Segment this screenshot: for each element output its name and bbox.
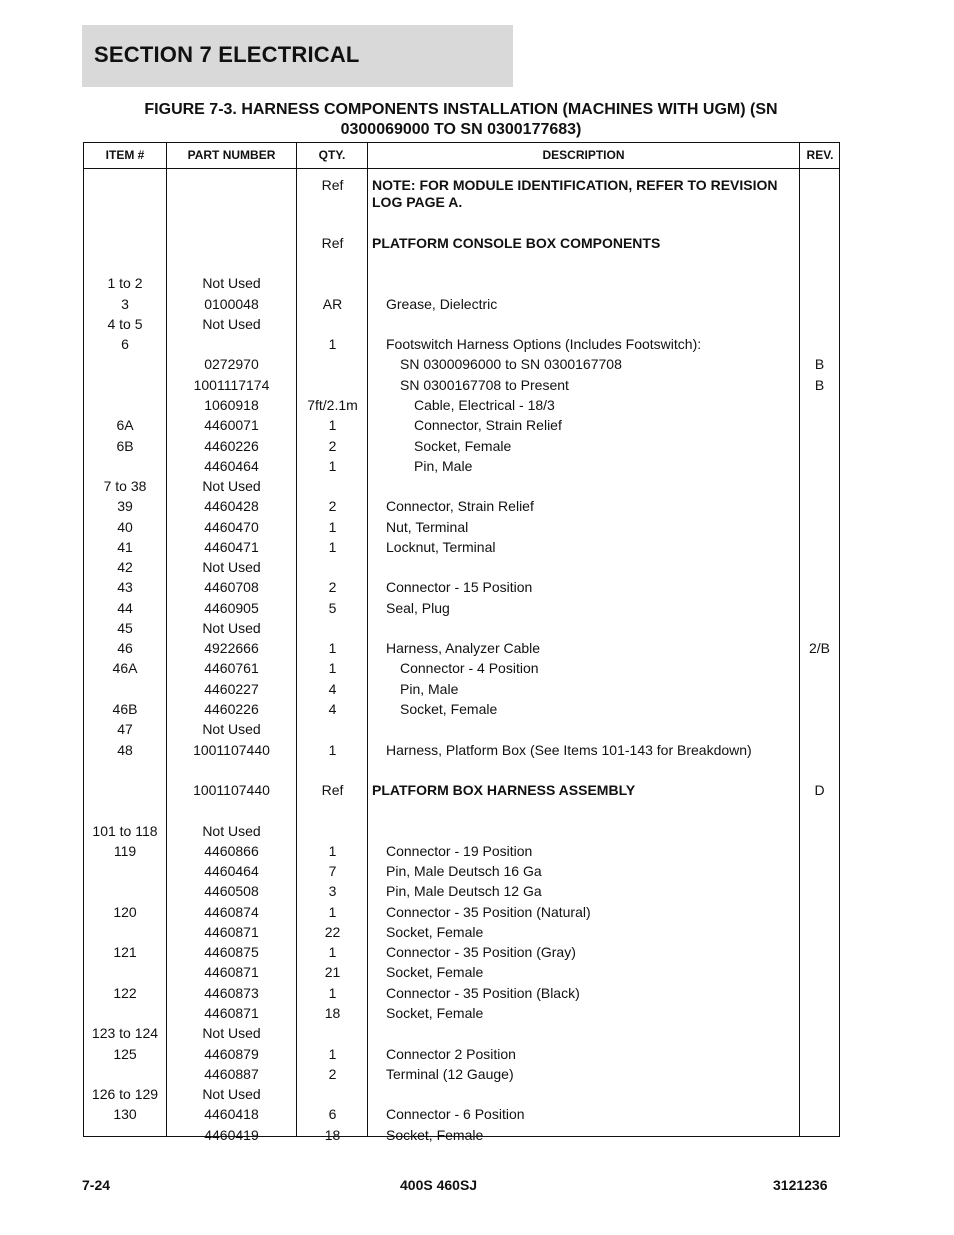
part-number-cell: Not Used: [202, 1025, 261, 1041]
table-row: [84, 1025, 841, 1045]
part-number-cell: Not Used: [202, 478, 261, 494]
part-number-cell: 4460418: [204, 1106, 259, 1122]
description-cell: Seal, Plug: [386, 600, 450, 616]
part-number-cell: 4460071: [204, 417, 259, 433]
description-cell: Cable, Electrical - 18/3: [414, 397, 555, 413]
quantity-cell: 2: [328, 498, 337, 514]
part-number-cell: 4460875: [204, 944, 259, 960]
table-row: [84, 559, 841, 579]
table-row: [84, 1086, 841, 1106]
item-number-cell: 125: [113, 1046, 137, 1062]
description-cell: Connector - 35 Position (Gray): [386, 944, 576, 960]
item-number-cell: 41: [117, 539, 133, 555]
part-number-cell: 4460761: [204, 660, 259, 676]
section-banner: [82, 25, 513, 87]
part-number-cell: 1060918: [204, 397, 259, 413]
quantity-cell: AR: [322, 296, 343, 312]
quantity-cell: 1: [328, 742, 337, 758]
part-number-cell: 4922666: [204, 640, 259, 656]
quantity-cell: 1: [328, 539, 337, 555]
table-row: [84, 539, 841, 559]
description-cell: Pin, Male: [400, 681, 459, 697]
table-row: [84, 1066, 841, 1086]
figure-title-line-2: 0300069000 TO SN 0300177683): [340, 121, 582, 138]
table-row: [84, 1127, 841, 1147]
quantity-cell: 1: [328, 843, 337, 859]
quantity-cell: 18: [324, 1127, 341, 1143]
description-cell: Socket, Female: [400, 701, 498, 717]
part-number-cell: 4460887: [204, 1066, 259, 1082]
table-row: [84, 177, 841, 210]
description-cell: PLATFORM CONSOLE BOX COMPONENTS: [372, 235, 661, 251]
quantity-cell: 5: [328, 600, 337, 616]
table-row: [84, 478, 841, 498]
quantity-cell: 1: [328, 417, 337, 433]
description-cell: Terminal (12 Gauge): [386, 1066, 514, 1082]
table-row: [84, 397, 841, 417]
part-number-cell: Not Used: [202, 559, 261, 575]
table-row: [84, 701, 841, 721]
table-row: [84, 721, 841, 741]
item-number-cell: 6B: [116, 438, 134, 454]
description-cell: Connector - 4 Position: [400, 660, 539, 676]
quantity-cell: 18: [324, 1005, 341, 1021]
item-number-cell: 6: [121, 336, 129, 352]
table-row: [84, 519, 841, 539]
footer-model: 400S 460SJ: [400, 1177, 478, 1193]
part-number-cell: Not Used: [202, 316, 261, 332]
quantity-cell: Ref: [321, 782, 344, 798]
table-row: [84, 843, 841, 863]
description-cell: Connector 2 Position: [386, 1046, 516, 1062]
revision-cell: D: [814, 782, 825, 798]
description-cell: Nut, Terminal: [386, 519, 469, 535]
quantity-cell: 1: [328, 985, 337, 1001]
table-row: [84, 944, 841, 964]
quantity-cell: 1: [328, 640, 337, 656]
description-cell: Harness, Platform Box (See Items 101-143 for Breakdown): [386, 742, 752, 758]
quantity-cell: 1: [328, 1046, 337, 1062]
header-description: DESCRIPTION: [542, 148, 625, 162]
table-row: [84, 579, 841, 599]
quantity-cell: 1: [328, 519, 337, 535]
table-row: [84, 296, 841, 316]
table-row: [84, 640, 841, 660]
table-row: [84, 275, 841, 295]
table-row: [84, 1005, 841, 1025]
quantity-cell: 1: [328, 904, 337, 920]
description-cell: Connector - 6 Position: [386, 1106, 525, 1122]
table-row: [84, 377, 841, 397]
table-row: [84, 600, 841, 620]
table-row: [84, 417, 841, 437]
part-number-cell: 4460905: [204, 600, 259, 616]
footer-page-number: 7-24: [82, 1177, 111, 1193]
part-number-cell: 4460419: [204, 1127, 259, 1143]
part-number-cell: 1001107440: [193, 742, 270, 758]
parts-table: [83, 142, 840, 1143]
item-number-cell: 123 to 124: [91, 1025, 159, 1041]
quantity-cell: 4: [328, 681, 337, 697]
part-number-cell: 4460871: [204, 1005, 259, 1021]
part-number-cell: 4460226: [204, 701, 259, 717]
item-number-cell: 39: [117, 498, 133, 514]
part-number-cell: 4460871: [204, 924, 259, 940]
description-cell: SN 0300096000 to SN 0300167708: [400, 356, 622, 372]
table-row: [84, 964, 841, 984]
quantity-cell: 1: [328, 458, 337, 474]
description-cell: Pin, Male: [414, 458, 473, 474]
table-row: [84, 1046, 841, 1066]
item-number-cell: 6A: [116, 417, 134, 433]
item-number-cell: 46B: [112, 701, 138, 717]
part-number-cell: 4460471: [204, 539, 259, 555]
table-row: [84, 883, 841, 903]
part-number-cell: 4460866: [204, 843, 259, 859]
description-cell: SN 0300167708 to Present: [400, 377, 569, 393]
quantity-cell: 2: [328, 1066, 337, 1082]
part-number-cell: 4460464: [204, 863, 259, 879]
item-number-cell: 3: [121, 296, 129, 312]
item-number-cell: 47: [117, 721, 133, 737]
item-number-cell: 121: [113, 944, 137, 960]
item-number-cell: 40: [117, 519, 133, 535]
part-number-cell: 1001107440: [193, 782, 270, 798]
description-cell: PLATFORM BOX HARNESS ASSEMBLY: [372, 782, 636, 798]
table-row: [84, 660, 841, 680]
quantity-cell: 3: [328, 883, 337, 899]
quantity-cell: 6: [328, 1106, 337, 1122]
part-number-cell: Not Used: [202, 275, 261, 291]
table-row: [84, 498, 841, 518]
part-number-cell: 0272970: [204, 356, 259, 372]
quantity-cell: Ref: [321, 235, 344, 251]
quantity-cell: 7ft/2.1m: [307, 397, 358, 413]
table-row: [84, 336, 841, 356]
item-number-cell: 130: [113, 1106, 137, 1122]
table-row: [84, 356, 841, 376]
description-cell: Pin, Male Deutsch 12 Ga: [386, 883, 542, 899]
table-row: [84, 863, 841, 883]
table-row: [84, 904, 841, 924]
header-qty: QTY.: [318, 148, 346, 162]
description-cell: Connector - 35 Position (Natural): [386, 904, 591, 920]
description-cell: Grease, Dielectric: [386, 296, 498, 312]
part-number-cell: Not Used: [202, 1086, 261, 1102]
description-cell: Connector, Strain Relief: [414, 417, 562, 433]
table-row: [84, 985, 841, 1005]
table-row: [84, 742, 841, 762]
revision-cell: B: [814, 377, 825, 393]
description-cell: Socket, Female: [386, 964, 484, 980]
quantity-cell: 7: [328, 863, 337, 879]
part-number-cell: 4460879: [204, 1046, 259, 1062]
table-row: [84, 681, 841, 701]
part-number-cell: 4460464: [204, 458, 259, 474]
part-number-cell: 4460428: [204, 498, 259, 514]
table-row: [84, 235, 841, 255]
revision-cell: 2/B: [808, 640, 830, 656]
part-number-cell: Not Used: [202, 721, 261, 737]
description-cell: Connector - 15 Position: [386, 579, 533, 595]
table-row: [84, 316, 841, 336]
section-title: SECTION 7 ELECTRICAL: [94, 42, 360, 67]
table-row: [84, 823, 841, 843]
item-number-cell: 120: [113, 904, 137, 920]
part-number-cell: 4460873: [204, 985, 259, 1001]
figure-title-line-1: FIGURE 7-3. HARNESS COMPONENTS INSTALLATION (MACHINES WITH UGM) (SN: [144, 101, 778, 118]
revision-cell: B: [814, 356, 825, 372]
header-rev: REV.: [806, 148, 834, 162]
footer-doc-number: 3121236: [773, 1177, 828, 1193]
quantity-cell: 4: [328, 701, 337, 717]
item-number-cell: 101 to 118: [92, 823, 158, 839]
header-part-number: PART NUMBER: [187, 148, 276, 162]
item-number-cell: 119: [113, 843, 137, 859]
table-row: [84, 620, 841, 640]
item-number-cell: 126 to 129: [91, 1086, 159, 1102]
item-number-cell: 1 to 2: [107, 275, 143, 291]
quantity-cell: 21: [324, 964, 341, 980]
part-number-cell: 0100048: [204, 296, 259, 312]
figure-title: [82, 100, 840, 140]
description-cell: Connector - 19 Position: [386, 843, 533, 859]
part-number-cell: 4460470: [204, 519, 259, 535]
part-number-cell: Not Used: [202, 620, 261, 636]
table-row: [84, 1106, 841, 1126]
quantity-cell: 22: [324, 924, 341, 940]
item-number-cell: 4 to 5: [107, 316, 143, 332]
header-divider: [84, 168, 839, 169]
item-number-cell: 44: [117, 600, 133, 616]
description-cell: Connector, Strain Relief: [386, 498, 534, 514]
description-cell: Socket, Female: [386, 1127, 484, 1143]
part-number-cell: 1001117174: [193, 377, 270, 393]
quantity-cell: 2: [328, 579, 337, 595]
quantity-cell: 1: [328, 660, 337, 676]
description-cell: Pin, Male Deutsch 16 Ga: [386, 863, 542, 879]
quantity-cell: 1: [328, 944, 337, 960]
description-cell: Harness, Analyzer Cable: [386, 640, 541, 656]
table-row: [84, 438, 841, 458]
part-number-cell: 4460708: [204, 579, 259, 595]
part-number-cell: Not Used: [202, 823, 261, 839]
description-cell: Socket, Female: [386, 924, 484, 940]
item-number-cell: 43: [117, 579, 133, 595]
description-cell: Socket, Female: [386, 1005, 484, 1021]
description-cell: Socket, Female: [414, 438, 512, 454]
item-number-cell: 46A: [112, 660, 138, 676]
table-row: [84, 782, 841, 802]
item-number-cell: 48: [117, 742, 133, 758]
header-item: ITEM #: [105, 148, 145, 162]
quantity-cell: Ref: [321, 177, 344, 193]
table-row: [84, 924, 841, 944]
quantity-cell: 2: [328, 438, 337, 454]
part-number-cell: 4460227: [204, 681, 259, 697]
description-cell: Footswitch Harness Options (Includes Footswitch):: [386, 336, 702, 352]
description-cell: Connector - 35 Position (Black): [386, 985, 580, 1001]
table-row: [84, 458, 841, 478]
description-cell: NOTE: FOR MODULE IDENTIFICATION, REFER TO REVISION LOG PAGE A.: [372, 177, 778, 210]
item-number-cell: 7 to 38: [103, 478, 147, 494]
item-number-cell: 45: [117, 620, 133, 636]
item-number-cell: 42: [117, 559, 133, 575]
item-number-cell: 122: [113, 985, 137, 1001]
item-number-cell: 46: [117, 640, 133, 656]
part-number-cell: 4460874: [204, 904, 259, 920]
quantity-cell: 1: [328, 336, 337, 352]
description-cell: Locknut, Terminal: [386, 539, 496, 555]
part-number-cell: 4460871: [204, 964, 259, 980]
part-number-cell: 4460508: [204, 883, 259, 899]
part-number-cell: 4460226: [204, 438, 259, 454]
